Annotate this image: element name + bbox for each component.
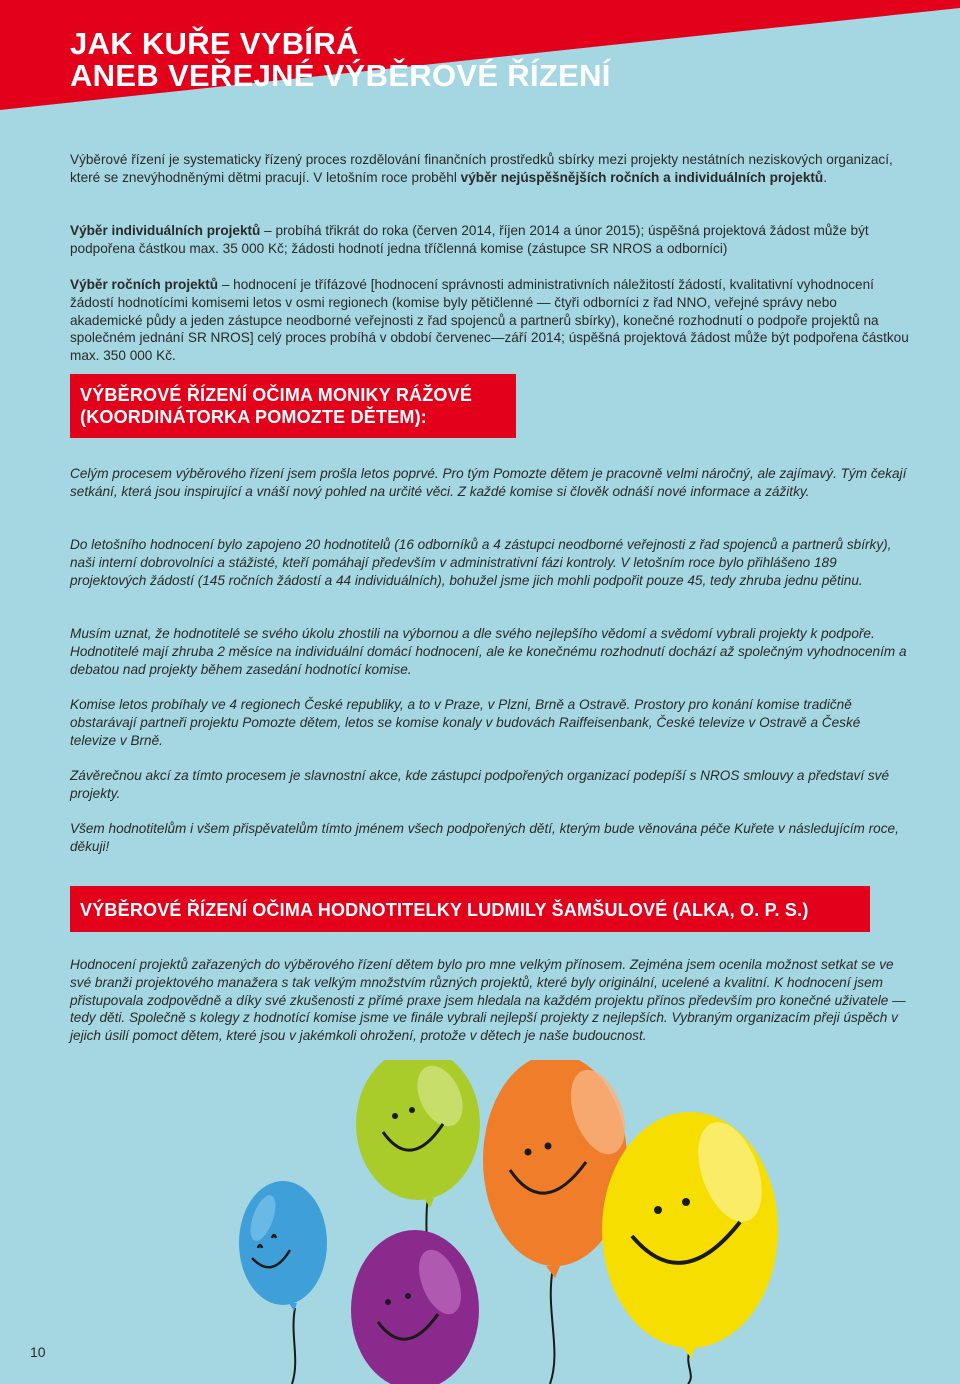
- intro-text-2: .: [823, 169, 828, 185]
- section-heading-ludmily-text: VÝBĚROVÉ ŘÍZENÍ OČIMA HODNOTITELKY LUDMILY ŠAMŠULOVÉ (ALKA, O. P. S.): [80, 900, 809, 920]
- moniky-paragraph-2: Do letošního hodnocení bylo zapojeno 20 hodnotitelů (16 odborníků a 4 zástupci neodborné veřejnosti z řad spojenců a partnerů sbírky), naši interní dobrovolníci a stážisté, kteří pomáhají především v administrativní fázi kontroly. V letošním roce bylo přihlášeno 189 projektových žádostí (145 ročních žádostí a 44 individuálních), bohužel jsme jich mohli podpořit pouze 45, tedy zhruba jednu pětinu.: [70, 537, 892, 588]
- page-title: [70, 28, 611, 92]
- balloons-illustration: [0, 1060, 960, 1384]
- ludmily-paragraph: Hodnocení projektů zařazených do výběrového řízení dětem bylo pro mne velkým přínosem. Zejména jsem ocenila možnost setkat se ve své branži projektového manažera s tak velkým množstvím různých projektů, které byly originální, ucelené a kvalitní. K hodnocení jsem přistupovala zodpovědně a díky své zkušenosti z přímé praxe jsem hledala na každém projektu přínos především pro konečné uživatele — tedy děti. Společně s kolegy z hodnotící komise jsme ve finále vybrali nejlepší projekty z nejlepších. Vybraným organizacím přeji úspěch v jejich úsilí pomoct dětem, které jsou v jakémkoli ohrožení, protože v dětech je naše budoucnost.: [70, 957, 906, 1044]
- orange-balloon-string: [550, 1268, 554, 1384]
- individual-projects-heading: Výběr individuálních projektů: [70, 223, 261, 238]
- section-heading-ludmily: [70, 886, 870, 932]
- blue-balloon: [239, 1181, 327, 1311]
- moniky-paragraph-5: Závěrečnou akcí za tímto procesem je slavnostní akce, kde zástupci podpořených organizací podepíší s NROS smlouvy a představí své projekty.: [70, 768, 890, 801]
- annual-projects-paragraph: [70, 276, 910, 365]
- page-title-line-2: ANEB VEŘEJNÉ VÝBĚROVÉ ŘÍZENÍ: [70, 58, 611, 93]
- green-balloon: [356, 1060, 480, 1208]
- page-number: 10: [30, 1344, 46, 1360]
- moniky-paragraph-3: Musím uznat, že hodnotitelé se svého úkolu zhostili na výbornou a dle svého nejlepšího vědomí a svědomí vybrali projekty k podpoře. Hodnotitelé mají zhruba 2 měsíce na individuální domácí hodnocení, ale ke konečnému rozhodnutí dochází až společným vyhodnocením a debatou nad projekty během zasedání hodnotící komise.: [70, 626, 907, 677]
- moniky-paragraph-6: Všem hodnotitelům i všem přispěvatelům tímto jménem všech podpořených dětí, kterým bude věnována péče Kuřete v následujícím roce, děkuji!: [70, 821, 899, 854]
- section-heading-moniky-line-1: VÝBĚROVÉ ŘÍZENÍ OČIMA MONIKY RÁŽOVÉ: [80, 385, 473, 405]
- individual-projects-paragraph: [70, 222, 910, 258]
- blue-balloon-string: [292, 1308, 295, 1384]
- intro-bold: výběr nejúspěšnějších ročních a individuálních projektů: [460, 169, 824, 185]
- intro-text-1: Výběrové řízení je systematicky řízený proces rozdělování finančních prostředků sbírky mezi projekty nestátních neziskových organizací, které se znevýhodněnými dětmi pracují. V letošním roce proběhl: [70, 152, 893, 185]
- intro-paragraph: [70, 151, 910, 187]
- moniky-paragraph-4: Komise letos probíhaly ve 4 regionech České republiky, a to v Praze, v Plzni, Brně a Ostravě. Prostory pro konání komise tradičně obstarávají partneři projektu Pomozte dětem, letos se komise konaly v budovách Raiffeisenbank, České televize v Ostravě a České televize v Brně.: [70, 697, 861, 748]
- annual-projects-heading: Výběr ročních projektů: [70, 277, 219, 292]
- purple-balloon: [351, 1230, 479, 1384]
- yellow-balloon: [602, 1112, 778, 1358]
- moniky-paragraph-1: Celým procesem výběrového řízení jsem prošla letos poprvé. Pro tým Pomozte dětem je pracovně velmi náročný, ale zajímavý. Tým čekají setkání, která jsou inspirující a vnáší nový pohled na určité věci. Z každé komise si člověk odnáší nové informace a zážitky.: [70, 466, 907, 499]
- page-title-line-1: JAK KUŘE VYBÍRÁ: [70, 26, 359, 61]
- section-heading-moniky: [70, 374, 516, 438]
- annual-projects-text: – hodnocení je třífázové [hodnocení správnosti administrativních náležitostí žádostí, kvalitativní vyhodnocení žádostí hodnotícími komisemi letos v osmi regionech (komise byly pětičlenné — čtyři odborníci z řad NNO, veřejné správy nebo akademické půdy a jeden zástupce neodborné veřejnosti z řad spojenců a partnerů sbírky), konečné rozhodnutí o podpoře projektů na společném jednání SR NROS] celý proces probíhá v období červenec—září 2014; úspěšná projektová žádost může být podpořena částkou max. 350 000 Kč.: [70, 277, 909, 364]
- section-heading-moniky-line-2: (KOORDINÁTORKA POMOZTE DĚTEM):: [80, 407, 427, 427]
- individual-projects-text: – probíhá třikrát do roka (červen 2014, říjen 2014 a únor 2015); úspěšná projektová žádost může být podpořena částkou max. 35 000 Kč; žádosti hodnotí jedna tříčlenná komise (zástupce SR NROS a odborníci): [70, 223, 869, 256]
